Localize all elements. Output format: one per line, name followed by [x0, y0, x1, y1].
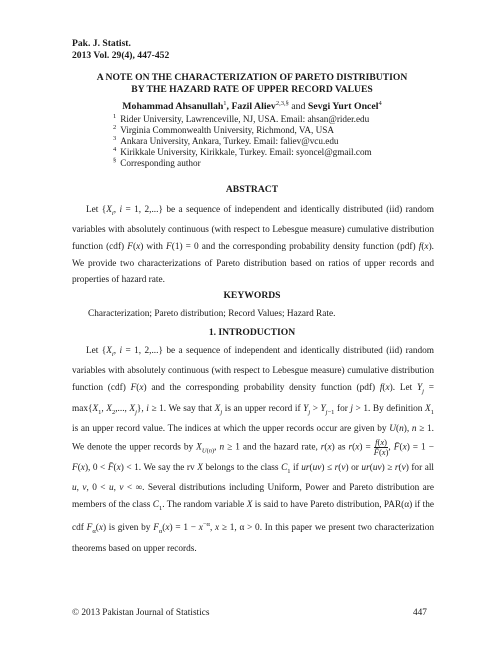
journal-name: Pak. J. Statist. — [72, 38, 131, 49]
affiliation-text: Virginia Commonwealth University, Richmond, VA, USA — [120, 124, 334, 135]
affiliation-corresponding — [113, 158, 372, 169]
affiliation-text: Rider University, Lawrenceville, NJ, USA. Email: ahsan@rider.edu — [120, 114, 370, 124]
affiliations — [113, 114, 372, 169]
author-3-affil: 4 — [378, 100, 382, 107]
affiliation-marker: 4 — [113, 145, 117, 153]
author-2-affil: 2,3,§ — [275, 100, 289, 107]
paper-title — [72, 72, 432, 95]
author-separator: , — [226, 101, 232, 112]
author-and: and — [288, 101, 308, 112]
affiliation-marker: 2 — [113, 123, 117, 131]
abstract-heading: ABSTRACT — [225, 184, 279, 195]
abstract-body: Let {$X_i$, i = 1, 2,...} be a sequence of independent and identically distributed (iid) random variables with absolutely continuous (with respect to Lebesgue measure) cumulative distribution function (cdf) F(x) with F(1) = 0 and the corresponding probability density function (pdf) f(x). We provide two characterizations of Pareto distribution based on ratios of upper records and properties of hazard rate. — [72, 205, 435, 286]
author-3: Sevgi Yurt Oncel — [307, 101, 379, 112]
affiliation-text: Kirikkale University, Kirikkale, Turkey. Email: syoncel@gmail.com — [120, 146, 372, 157]
affiliation-marker: 3 — [113, 134, 117, 142]
author-2: Fazil Aliev — [231, 101, 276, 112]
footer-page-number: 447 — [413, 608, 427, 618]
affiliation-marker: § — [113, 156, 117, 164]
keywords-text: Characterization; Pareto distribution; Record Values; Hazard Rate. — [88, 309, 336, 319]
affiliation-text: Corresponding author — [120, 157, 201, 168]
affiliation-4 — [113, 147, 372, 158]
journal-info — [72, 38, 169, 62]
affiliation-3 — [113, 136, 372, 147]
affiliation-2 — [113, 125, 372, 136]
title-line-2: BY THE HAZARD RATE OF UPPER RECORD VALUES — [131, 83, 373, 95]
keywords-heading: KEYWORDS — [223, 290, 281, 301]
author-1-affil: 1 — [223, 100, 227, 107]
introduction-body: Let {$X_i$, i = 1, 2,...} be a sequence of independent and identically distributed (iid) random variables with absolutely continuous (with respect to Lebesgue measure) cumulative distribution function (cdf) F(x) and the corresponding probability density function (pdf) f(x). Let $Y_j = \max\{X_1$, $X_2$,..., $X_j$}, i ≥ 1. We say that $X_j$ is an upper record if $Y_j > Y_{j-1}$ for j > 1. By definition $X_1$ is an upper record value. The indices at which the upper records occur are given by U(n), n ≥ 1. We denote the upper records by $X_{U(n)}$, n ≥ 1 and the hazard rate, r(x) as r(x) = $\frac{f(x)}{F̄(x)}$ , F̄(x) = 1 − F(x), 0 < F̄(x) < 1. We say the rv X belongs to the class $C_1$ if ur(uv) ≤ r(v) or ur(uv) ≥ r(v) for all u, v, 0 < u, v < ∞. Several distributions including Uniform, Power and Pareto distribution are members of the class $C_1$. The random variable X is said to have Pareto distribution, PAR(α) if the cdf $F_\alpha(x)$ is given by $F_\alpha(x) = 1 - x^{-\alpha}$, x ≥ 1, α > 0. In this paper we present two characterization theorems based on upper records. — [72, 346, 435, 554]
affiliation-marker: 1 — [113, 113, 117, 120]
journal-volume: 2013 Vol. 29(4), 447-452 — [72, 50, 170, 61]
section-heading-introduction: 1. INTRODUCTION — [208, 327, 296, 338]
hazard-fraction: $\frac{f(x)}{F̄(x)}$ — [373, 436, 389, 457]
affiliation-1 — [113, 114, 372, 125]
author-list — [72, 101, 432, 112]
author-1: Mohammad Ahsanullah — [122, 101, 224, 112]
affiliation-text: Ankara University, Ankara, Turkey. Email: faliev@vcu.edu — [120, 135, 339, 146]
footer-copyright: © 2013 Pakistan Journal of Statistics — [72, 608, 210, 618]
title-line-1: A NOTE ON THE CHARACTERIZATION OF PARETO DISTRIBUTION — [96, 72, 408, 83]
